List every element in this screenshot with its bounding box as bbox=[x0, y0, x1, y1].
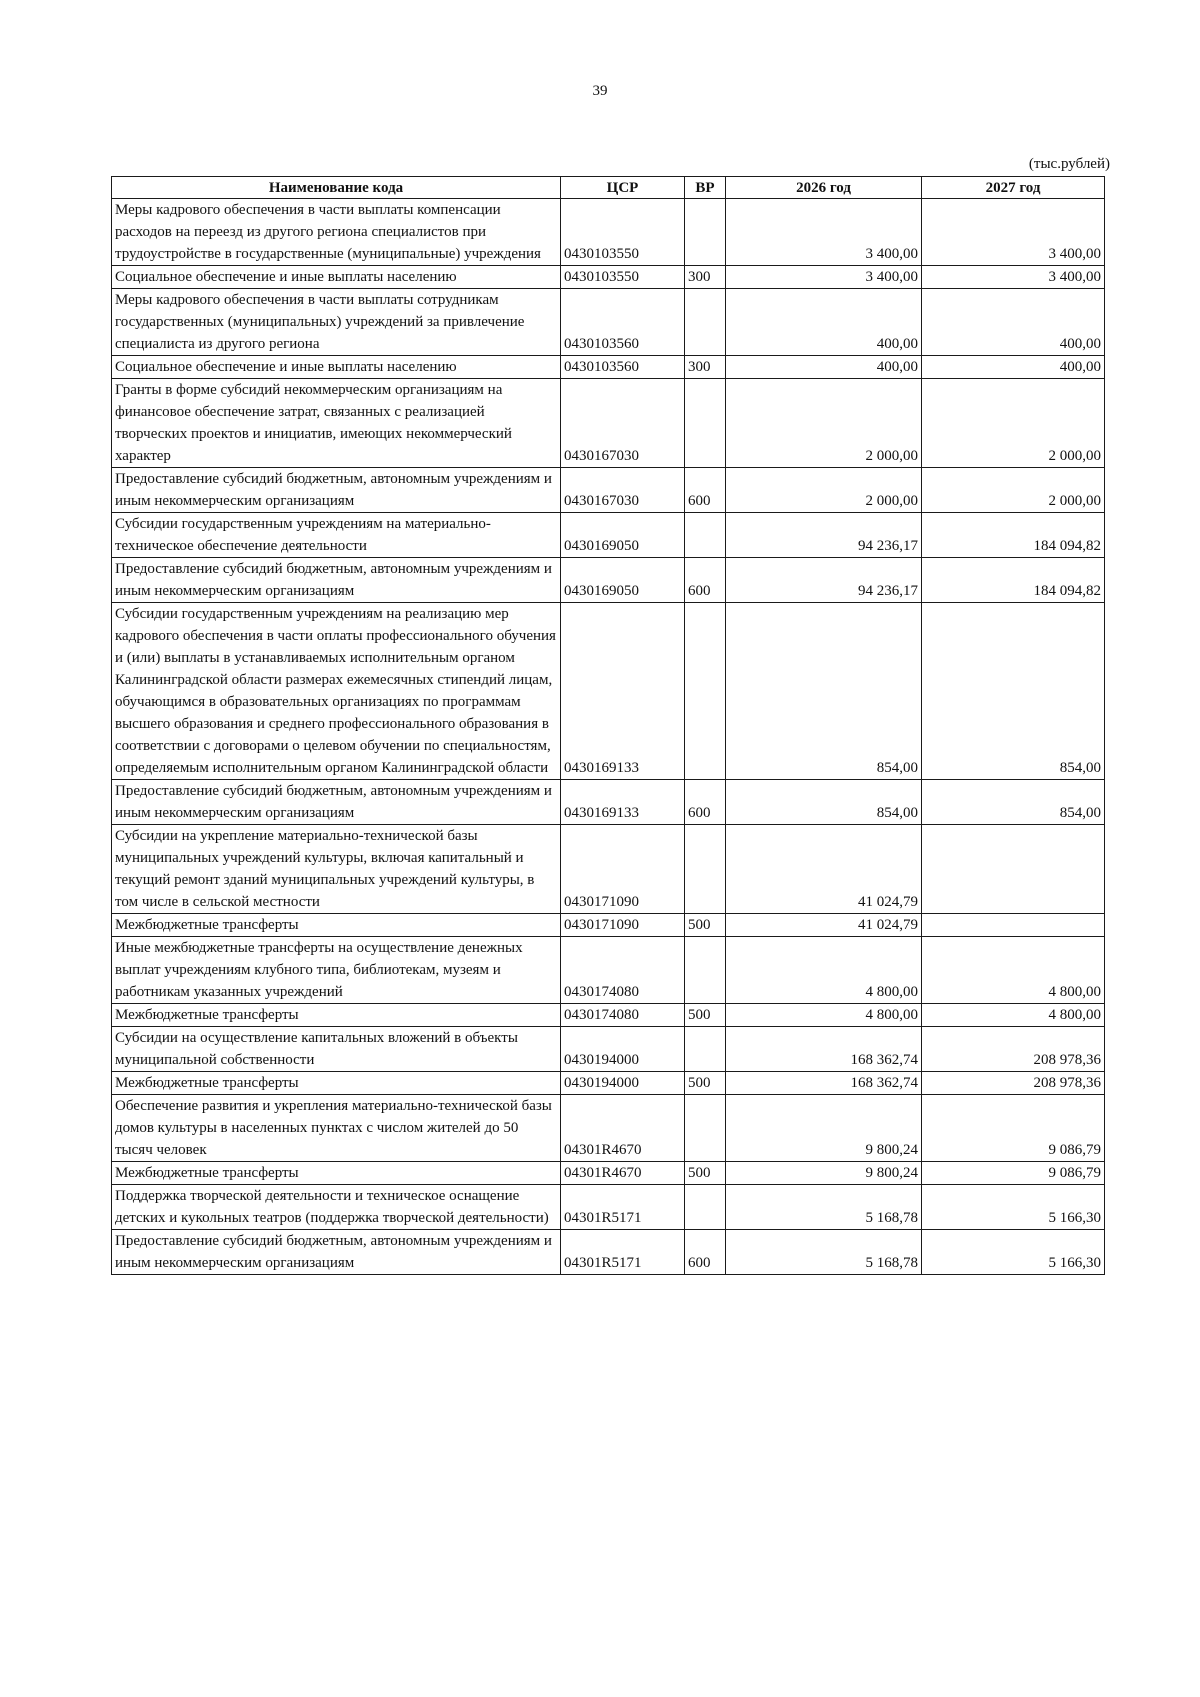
table-row bbox=[112, 825, 1105, 914]
row-2027-cell: 4 800,00 bbox=[922, 937, 1105, 1004]
row-name-cell: Субсидии на осуществление капитальных вложений в объекты муниципальной собственности bbox=[112, 1027, 561, 1072]
row-2026-cell: 94 236,17 bbox=[726, 558, 922, 603]
row-csr-cell: 04301R5171 bbox=[561, 1185, 685, 1230]
header-vr: ВР bbox=[685, 177, 726, 199]
row-name-cell: Иные межбюджетные трансферты на осуществление денежных выплат учреждениям клубного типа, библиотекам, музеям и работникам указанных учреждений bbox=[112, 937, 561, 1004]
row-vr-cell bbox=[685, 513, 726, 558]
row-vr-cell: 500 bbox=[685, 1162, 726, 1185]
row-2027-cell: 400,00 bbox=[922, 356, 1105, 379]
row-2026-cell: 2 000,00 bbox=[726, 468, 922, 513]
row-vr-cell: 500 bbox=[685, 1004, 726, 1027]
budget-table bbox=[111, 176, 1105, 1275]
row-2027-cell: 5 166,30 bbox=[922, 1185, 1105, 1230]
row-2027-cell: 9 086,79 bbox=[922, 1162, 1105, 1185]
row-2027-cell: 2 000,00 bbox=[922, 379, 1105, 468]
table-row bbox=[112, 513, 1105, 558]
row-csr-cell: 0430174080 bbox=[561, 937, 685, 1004]
header-year-2027: 2027 год bbox=[922, 177, 1105, 199]
row-csr-cell: 0430167030 bbox=[561, 468, 685, 513]
row-name-cell: Поддержка творческой деятельности и техническое оснащение детских и кукольных театров (поддержка творческой деятельности) bbox=[112, 1185, 561, 1230]
row-csr-cell: 0430169133 bbox=[561, 603, 685, 780]
table-row bbox=[112, 937, 1105, 1004]
table-row bbox=[112, 1230, 1105, 1275]
row-vr-cell bbox=[685, 937, 726, 1004]
table-row bbox=[112, 780, 1105, 825]
row-2026-cell: 4 800,00 bbox=[726, 937, 922, 1004]
row-name-cell: Межбюджетные трансферты bbox=[112, 1072, 561, 1095]
row-2026-cell: 400,00 bbox=[726, 289, 922, 356]
row-vr-cell bbox=[685, 1185, 726, 1230]
row-name-cell: Обеспечение развития и укрепления материально-технической базы домов культуры в населенных пунктах с числом жителей до 50 тысяч человек bbox=[112, 1095, 561, 1162]
row-2026-cell: 2 000,00 bbox=[726, 379, 922, 468]
row-name-cell: Социальное обеспечение и иные выплаты населению bbox=[112, 356, 561, 379]
row-2026-cell: 400,00 bbox=[726, 356, 922, 379]
row-2027-cell: 854,00 bbox=[922, 780, 1105, 825]
row-vr-cell: 300 bbox=[685, 356, 726, 379]
row-csr-cell: 04301R4670 bbox=[561, 1162, 685, 1185]
row-vr-cell bbox=[685, 289, 726, 356]
row-2027-cell: 208 978,36 bbox=[922, 1027, 1105, 1072]
row-name-cell: Предоставление субсидий бюджетным, автономным учреждениям и иным некоммерческим организациям bbox=[112, 558, 561, 603]
row-2026-cell: 5 168,78 bbox=[726, 1185, 922, 1230]
table-row bbox=[112, 1162, 1105, 1185]
header-csr: ЦСР bbox=[561, 177, 685, 199]
row-2027-cell: 208 978,36 bbox=[922, 1072, 1105, 1095]
row-2026-cell: 3 400,00 bbox=[726, 266, 922, 289]
table-row bbox=[112, 914, 1105, 937]
units-label: (тыс.рублей) bbox=[1028, 156, 1110, 172]
row-name-cell: Социальное обеспечение и иные выплаты населению bbox=[112, 266, 561, 289]
row-2027-cell: 3 400,00 bbox=[922, 266, 1105, 289]
row-name-cell: Предоставление субсидий бюджетным, автономным учреждениям и иным некоммерческим организациям bbox=[112, 468, 561, 513]
row-vr-cell: 600 bbox=[685, 558, 726, 603]
row-csr-cell: 0430103550 bbox=[561, 266, 685, 289]
row-2026-cell: 41 024,79 bbox=[726, 825, 922, 914]
row-csr-cell: 0430169050 bbox=[561, 558, 685, 603]
row-csr-cell: 0430167030 bbox=[561, 379, 685, 468]
row-vr-cell bbox=[685, 825, 726, 914]
row-name-cell: Межбюджетные трансферты bbox=[112, 1004, 561, 1027]
row-name-cell: Субсидии государственным учреждениям на материально-техническое обеспечение деятельности bbox=[112, 513, 561, 558]
row-2026-cell: 854,00 bbox=[726, 780, 922, 825]
row-2027-cell: 184 094,82 bbox=[922, 513, 1105, 558]
table-row bbox=[112, 379, 1105, 468]
row-csr-cell: 0430171090 bbox=[561, 825, 685, 914]
row-vr-cell: 600 bbox=[685, 468, 726, 513]
row-name-cell: Предоставление субсидий бюджетным, автономным учреждениям и иным некоммерческим организациям bbox=[112, 780, 561, 825]
table-row bbox=[112, 558, 1105, 603]
row-vr-cell bbox=[685, 199, 726, 266]
row-vr-cell: 300 bbox=[685, 266, 726, 289]
row-csr-cell: 0430103560 bbox=[561, 356, 685, 379]
table-row bbox=[112, 289, 1105, 356]
row-name-cell: Межбюджетные трансферты bbox=[112, 914, 561, 937]
row-2027-cell: 4 800,00 bbox=[922, 1004, 1105, 1027]
row-vr-cell bbox=[685, 379, 726, 468]
row-2026-cell: 41 024,79 bbox=[726, 914, 922, 937]
row-vr-cell bbox=[685, 1095, 726, 1162]
table-header-row bbox=[112, 177, 1105, 199]
row-2026-cell: 5 168,78 bbox=[726, 1230, 922, 1275]
row-2027-cell: 184 094,82 bbox=[922, 558, 1105, 603]
table-row bbox=[112, 1185, 1105, 1230]
row-csr-cell: 0430194000 bbox=[561, 1027, 685, 1072]
row-name-cell: Субсидии государственным учреждениям на реализацию мер кадрового обеспечения в части оплаты профессионального обучения и (или) выплаты в устанавливаемых исполнительным органом Калининградской области размерах ежемесячных стипендий лицам, обучающимся в образовательных организациях по программам высшего образования и среднего профессионального образования в соответствии с договорами о целевом обучении по специальностям, определяемым исполнительным органом Калининградской области bbox=[112, 603, 561, 780]
row-2026-cell: 9 800,24 bbox=[726, 1095, 922, 1162]
row-csr-cell: 0430169133 bbox=[561, 780, 685, 825]
table-row bbox=[112, 468, 1105, 513]
row-2027-cell: 400,00 bbox=[922, 289, 1105, 356]
table-row bbox=[112, 1004, 1105, 1027]
row-2026-cell: 3 400,00 bbox=[726, 199, 922, 266]
row-name-cell: Субсидии на укрепление материально-технической базы муниципальных учреждений культуры, включая капитальный и текущий ремонт зданий муниципальных учреждений культуры, в том числе в сельской местности bbox=[112, 825, 561, 914]
row-2027-cell: 5 166,30 bbox=[922, 1230, 1105, 1275]
row-2027-cell: 9 086,79 bbox=[922, 1095, 1105, 1162]
row-2026-cell: 94 236,17 bbox=[726, 513, 922, 558]
row-2026-cell: 168 362,74 bbox=[726, 1072, 922, 1095]
table-row bbox=[112, 1027, 1105, 1072]
row-name-cell: Меры кадрового обеспечения в части выплаты сотрудникам государственных (муниципальных) учреждений за привлечение специалиста из другого региона bbox=[112, 289, 561, 356]
row-vr-cell: 600 bbox=[685, 780, 726, 825]
table-row bbox=[112, 356, 1105, 379]
row-2027-cell: 854,00 bbox=[922, 603, 1105, 780]
row-vr-cell bbox=[685, 603, 726, 780]
table-row bbox=[112, 266, 1105, 289]
row-csr-cell: 0430103550 bbox=[561, 199, 685, 266]
row-csr-cell: 04301R4670 bbox=[561, 1095, 685, 1162]
row-csr-cell: 0430169050 bbox=[561, 513, 685, 558]
row-2026-cell: 9 800,24 bbox=[726, 1162, 922, 1185]
row-name-cell: Меры кадрового обеспечения в части выплаты компенсации расходов на переезд из другого региона специалистов при трудоустройстве в государственные (муниципальные) учреждения bbox=[112, 199, 561, 266]
row-name-cell: Межбюджетные трансферты bbox=[112, 1162, 561, 1185]
row-2027-cell bbox=[922, 914, 1105, 937]
row-csr-cell: 0430103560 bbox=[561, 289, 685, 356]
row-2026-cell: 854,00 bbox=[726, 603, 922, 780]
row-vr-cell: 600 bbox=[685, 1230, 726, 1275]
row-vr-cell bbox=[685, 1027, 726, 1072]
row-2027-cell: 2 000,00 bbox=[922, 468, 1105, 513]
row-csr-cell: 0430174080 bbox=[561, 1004, 685, 1027]
header-name: Наименование кода bbox=[112, 177, 561, 199]
row-2026-cell: 4 800,00 bbox=[726, 1004, 922, 1027]
row-vr-cell: 500 bbox=[685, 1072, 726, 1095]
header-year-2026: 2026 год bbox=[726, 177, 922, 199]
row-name-cell: Предоставление субсидий бюджетным, автономным учреждениям и иным некоммерческим организациям bbox=[112, 1230, 561, 1275]
table-row bbox=[112, 603, 1105, 780]
table-row bbox=[112, 199, 1105, 266]
row-vr-cell: 500 bbox=[685, 914, 726, 937]
table-row bbox=[112, 1072, 1105, 1095]
row-2026-cell: 168 362,74 bbox=[726, 1027, 922, 1072]
page-number: 39 bbox=[592, 83, 608, 99]
table-row bbox=[112, 1095, 1105, 1162]
row-name-cell: Гранты в форме субсидий некоммерческим организациям на финансовое обеспечение затрат, связанных с реализацией творческих проектов и инициатив, имеющих некоммерческий характер bbox=[112, 379, 561, 468]
row-csr-cell: 0430194000 bbox=[561, 1072, 685, 1095]
row-csr-cell: 04301R5171 bbox=[561, 1230, 685, 1275]
row-2027-cell bbox=[922, 825, 1105, 914]
row-2027-cell: 3 400,00 bbox=[922, 199, 1105, 266]
row-csr-cell: 0430171090 bbox=[561, 914, 685, 937]
